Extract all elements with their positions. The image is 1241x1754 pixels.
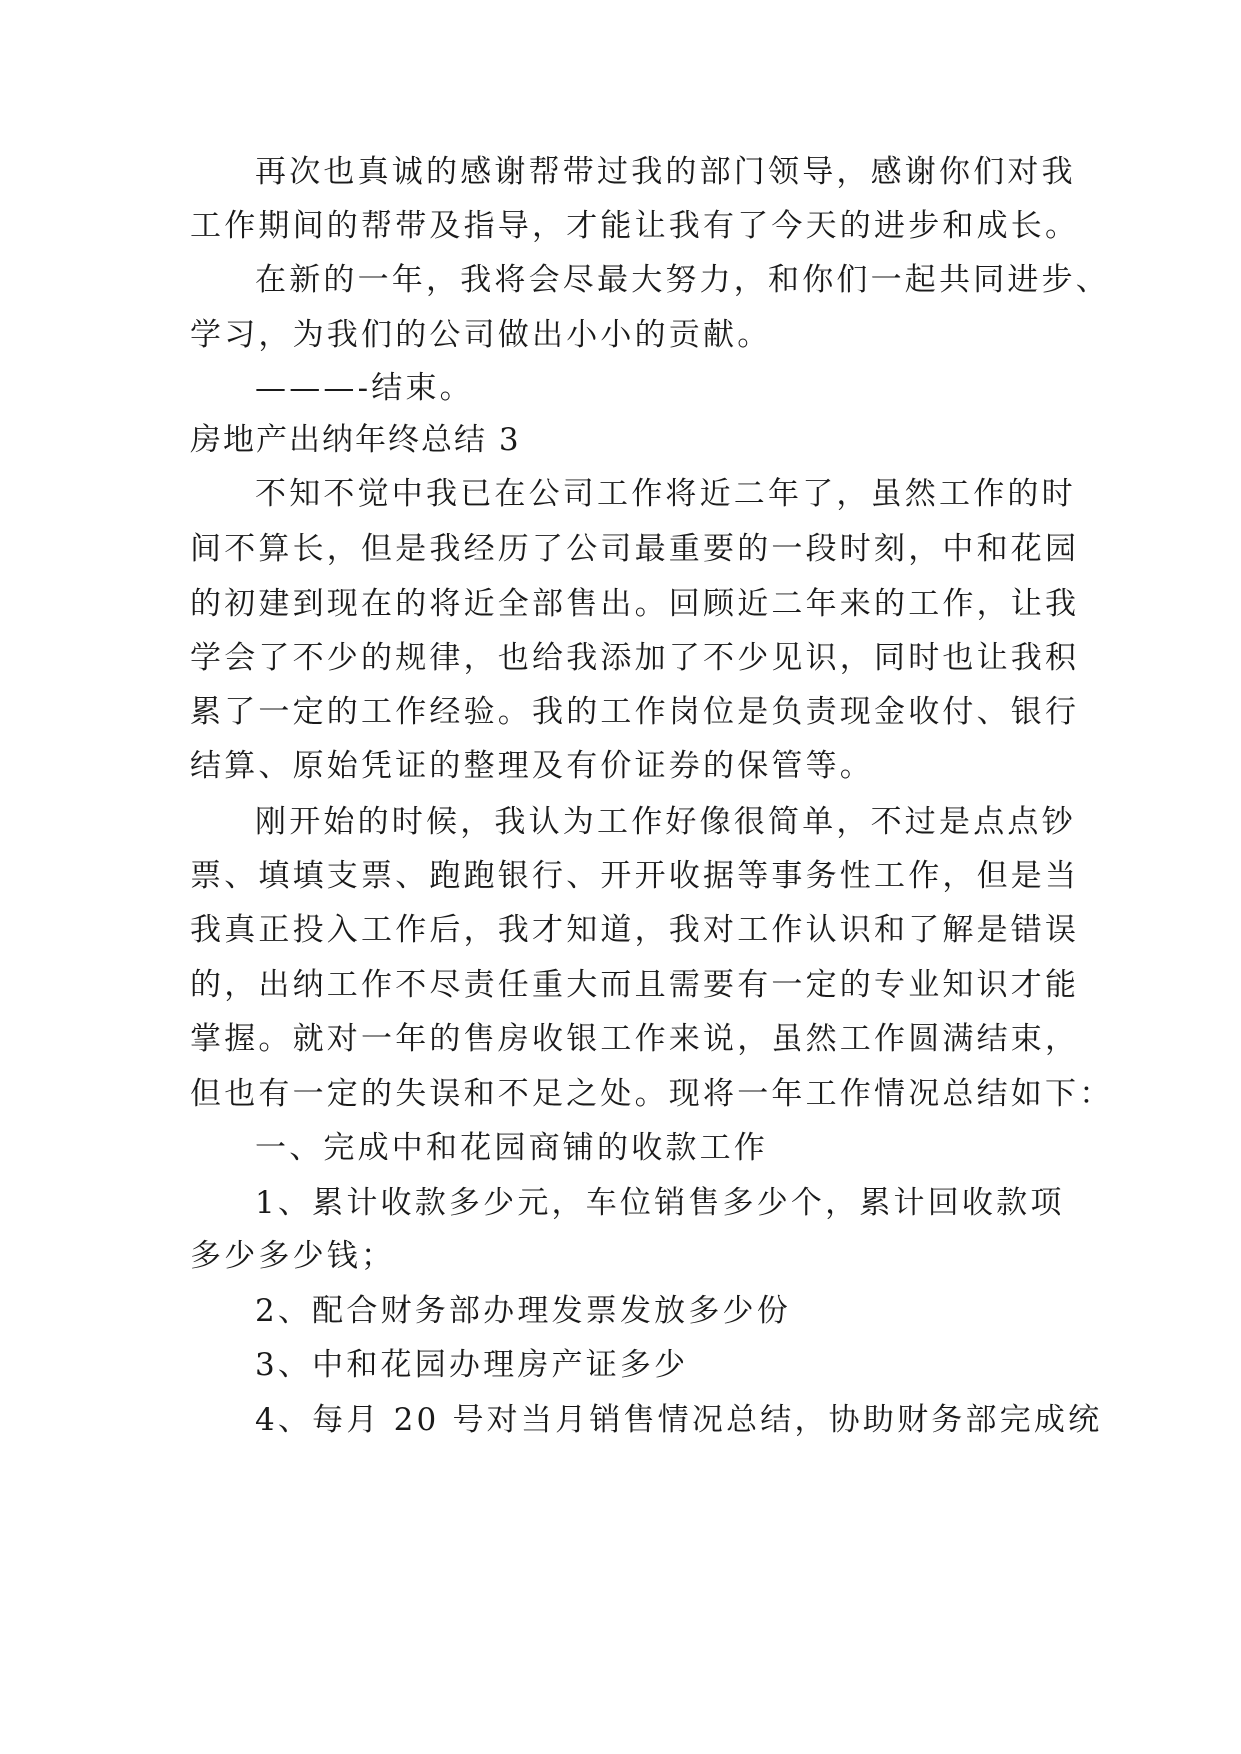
text-line: 的初建到现在的将近全部售出。回顾近二年来的工作，让我 — [190, 586, 1080, 622]
text-line: 的，出纳工作不尽责任重大而且需要有一定的专业知识才能 — [190, 967, 1080, 1003]
text-line: 在新的一年，我将会尽最大努力，和你们一起共同进步、 — [255, 262, 1110, 298]
list-item: 4、每月 20 号对当月销售情况总结，协助财务部完成统 — [255, 1402, 1103, 1438]
text-line: 学习，为我们的公司做出小小的贡献。 — [190, 317, 772, 353]
text-line: 掌握。就对一年的售房收银工作来说，虽然工作圆满结束， — [190, 1021, 1080, 1057]
list-item: 1、累计收款多少元，车位销售多少个，累计回收款项 — [255, 1185, 1065, 1221]
text-line: 工作期间的帮带及指导，才能让我有了今天的进步和成长。 — [190, 208, 1080, 244]
text-line: 结算、原始凭证的整理及有价证券的保管等。 — [190, 748, 874, 784]
text-line: 票、填填支票、跑跑银行、开开收据等事务性工作，但是当 — [190, 858, 1080, 894]
list-item: 3、中和花园办理房产证多少 — [255, 1347, 689, 1383]
list-heading: 一、完成中和花园商铺的收款工作 — [255, 1130, 768, 1166]
text-line: 间不算长，但是我经历了公司最重要的一段时刻，中和花园 — [190, 531, 1080, 567]
text-line: 但也有一定的失误和不足之处。现将一年工作情况总结如下： — [190, 1076, 1114, 1112]
text-line: 刚开始的时候，我认为工作好像很简单，不过是点点钞 — [255, 804, 1076, 840]
list-item-continuation: 多少多少钱； — [190, 1238, 396, 1274]
text-line: ———-结束。 — [255, 370, 474, 406]
text-line: 再次也真诚的感谢帮带过我的部门领导，感谢你们对我 — [255, 154, 1076, 190]
list-item: 2、配合财务部办理发票发放多少份 — [255, 1293, 791, 1329]
section-heading: 房地产出纳年终总结 3 — [190, 422, 521, 458]
text-line: 学会了不少的规律，也给我添加了不少见识，同时也让我积 — [190, 640, 1080, 676]
text-line: 我真正投入工作后，我才知道，我对工作认识和了解是错误 — [190, 912, 1080, 948]
text-line: 不知不觉中我已在公司工作将近二年了，虽然工作的时 — [255, 476, 1076, 512]
text-line: 累了一定的工作经验。我的工作岗位是负责现金收付、银行 — [190, 694, 1080, 730]
